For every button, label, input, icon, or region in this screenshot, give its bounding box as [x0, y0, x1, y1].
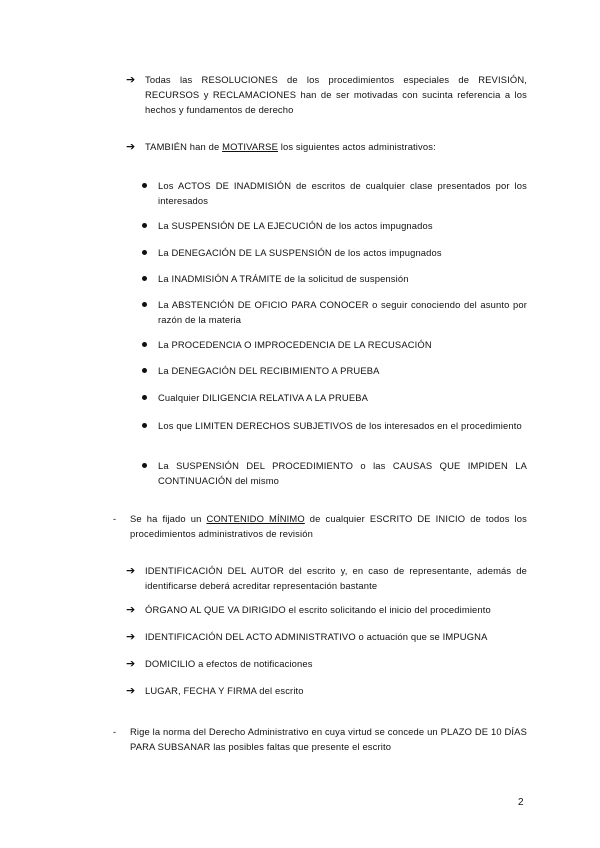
list-item-text: ÓRGANO AL QUE VA DIRIGIDO el escrito solicitando el inicio del procedimiento — [145, 604, 491, 615]
list-item-text: La DENEGACIÓN DEL RECIBIMIENTO A PRUEBA — [158, 365, 380, 376]
list-item — [145, 602, 527, 617]
list-item-text: Los ACTOS DE INADMISIÓN de escritos de cualquier clase presentados por los interesados — [158, 180, 527, 206]
arrow-icon: ➔ — [126, 73, 136, 86]
underlined-term: CONTENIDO MÍNIMO — [206, 513, 305, 524]
list-item-text: La ABSTENCIÓN DE OFICIO PARA CONOCER o seguir conociendo del asunto por razón de la materia — [158, 299, 527, 325]
bullet-icon — [142, 463, 147, 468]
paragraph-text: Todas las RESOLUCIONES de los procedimientos especiales de REVISIÓN, RECURSOS y RECLAMACIONES han de ser motivadas con sucinta referencia a los hechos y fundamentos de derecho — [145, 74, 527, 115]
arrow-icon: ➔ — [126, 630, 136, 643]
text-segment: Se ha fijado un — [130, 513, 207, 524]
text-segment: los siguientes actos administrativos: — [277, 141, 436, 152]
list-item — [158, 297, 527, 327]
arrow-icon: ➔ — [126, 140, 136, 153]
list-item — [145, 563, 527, 593]
list-item-text: IDENTIFICACIÓN DEL ACTO ADMINISTRATIVO o actuación que se IMPUGNA — [145, 631, 488, 642]
list-item — [158, 245, 527, 260]
bullet-icon — [142, 250, 147, 255]
bullet-icon — [142, 423, 147, 428]
text-segment: TAMBIÉN han de — [145, 141, 223, 152]
dash-marker: - — [113, 726, 117, 737]
list-item-text: La SUSPENSIÓN DE LA EJECUCIÓN de los actos impugnados — [158, 220, 433, 231]
bullet-icon — [142, 302, 147, 307]
dash-marker: - — [113, 513, 117, 524]
list-item-text: LUGAR, FECHA Y FIRMA del escrito — [145, 685, 304, 696]
list-item — [158, 363, 527, 378]
list-item — [158, 390, 527, 405]
page-number: 2 — [518, 797, 524, 808]
list-item — [145, 683, 527, 698]
paragraph-plazo — [130, 724, 527, 754]
list-item — [158, 337, 527, 352]
bullet-icon — [142, 368, 147, 373]
list-item-text: Los que LIMITEN DERECHOS SUBJETIVOS de los interesados en el procedimiento — [158, 420, 522, 431]
list-item — [158, 458, 527, 488]
paragraph-contenido-minimo — [130, 511, 527, 541]
paragraph-motivarse — [145, 139, 527, 154]
list-item-text: IDENTIFICACIÓN DEL AUTOR del escrito y, en caso de representante, además de identificarse deberá acreditar representación bastante — [145, 565, 527, 591]
list-item — [158, 218, 527, 233]
list-item — [158, 271, 527, 286]
arrow-icon: ➔ — [126, 684, 136, 697]
list-item-text: La PROCEDENCIA O IMPROCEDENCIA DE LA RECUSACIÓN — [158, 339, 432, 350]
bullet-icon — [142, 276, 147, 281]
list-item — [145, 656, 527, 671]
bullet-icon — [142, 342, 147, 347]
list-item-text: Cualquier DILIGENCIA RELATIVA A LA PRUEBA — [158, 392, 369, 403]
list-item-text: La SUSPENSIÓN DEL PROCEDIMIENTO o las CAUSAS QUE IMPIDEN LA CONTINUACIÓN del mismo — [158, 460, 527, 486]
list-item — [145, 629, 527, 644]
list-item-text: La INADMISIÓN A TRÁMITE de la solicitud de suspensión — [158, 273, 409, 284]
arrow-icon: ➔ — [126, 564, 136, 577]
arrow-icon: ➔ — [126, 657, 136, 670]
paragraph-resoluciones — [145, 72, 527, 117]
paragraph-text: Rige la norma del Derecho Administrativo en cuya virtud se concede un PLAZO DE 10 DÍAS PARA SUBSANAR las posibles faltas que presente el escrito — [130, 726, 527, 752]
list-item-text: DOMICILIO a efectos de notificaciones — [145, 658, 313, 669]
list-item — [158, 418, 527, 433]
bullet-icon — [142, 223, 147, 228]
bullet-icon — [142, 395, 147, 400]
arrow-icon: ➔ — [126, 603, 136, 616]
text-segment: de cualquier ESCRITO DE INICIO de todos los procedimientos administrativos de revisión — [130, 513, 527, 539]
bullet-icon — [142, 183, 147, 188]
underlined-term: MOTIVARSE — [222, 141, 278, 152]
list-item — [158, 178, 527, 208]
list-item-text: La DENEGACIÓN DE LA SUSPENSIÓN de los actos impugnados — [158, 247, 442, 258]
